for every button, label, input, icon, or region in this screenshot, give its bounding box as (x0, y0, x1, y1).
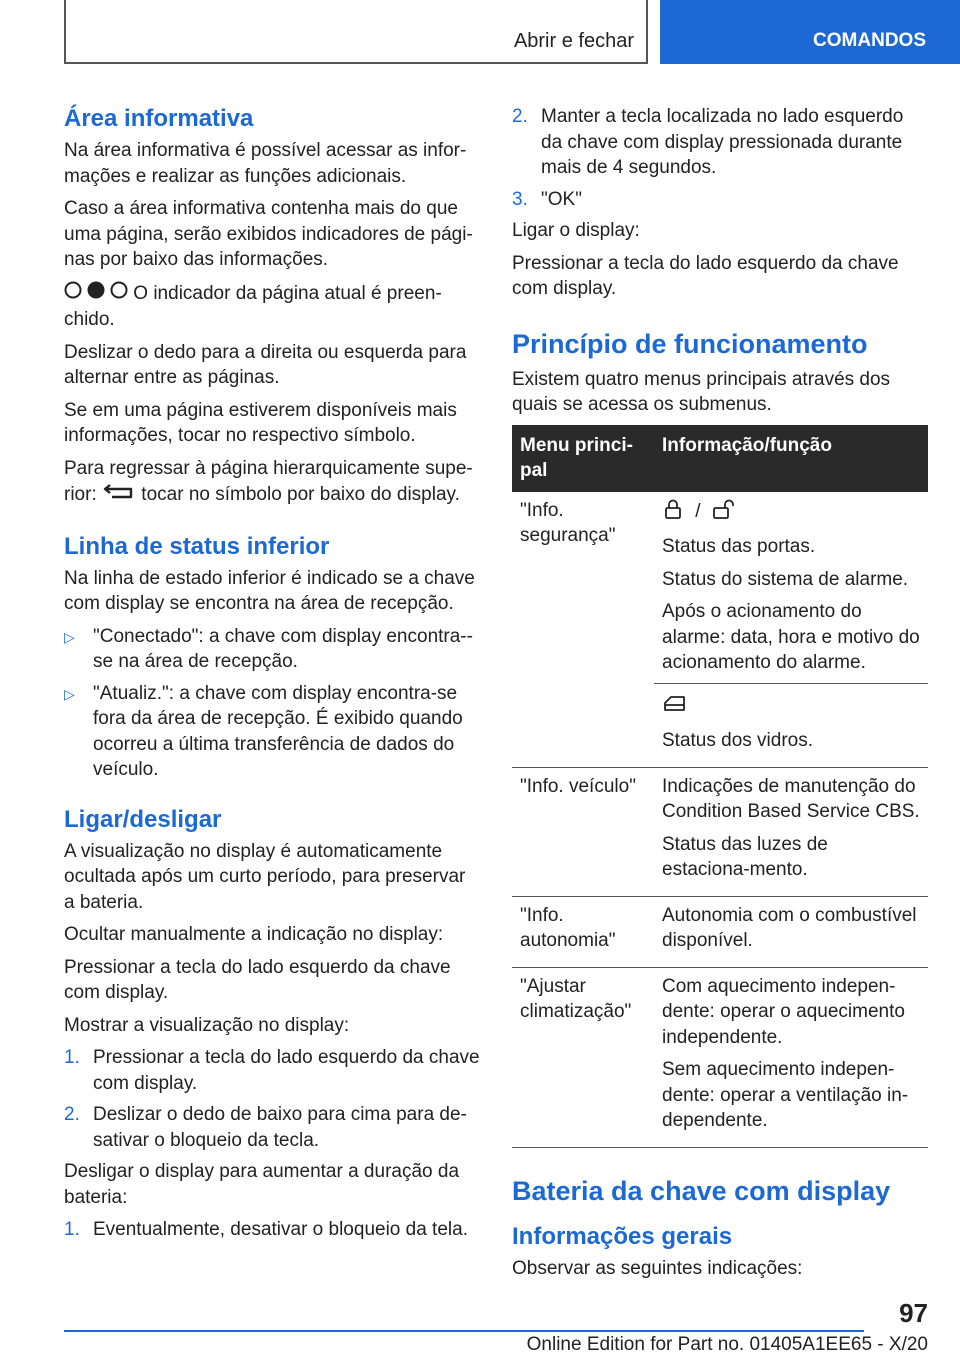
paragraph: Observar as seguintes indicações: (512, 1257, 803, 1279)
numbered-item: 3. "OK" (512, 187, 928, 213)
footer-divider (64, 1330, 864, 1332)
table-cell-info: Com aquecimento indepen-dente: operar o aquecimento independente. Sem aquecimento indepen-dente: operar a ventilação in-dependente. (654, 967, 928, 1147)
table-cell-info: Autonomia com o combustível disponível. (654, 896, 928, 967)
menu-table (512, 425, 928, 1148)
paragraph: Existem quatro menus principais através dos quais se acessa os submenus. (512, 368, 891, 415)
paragraph-text: O indicador da página atual é preen-chido. (64, 282, 442, 330)
bullet-triangle-icon: ▷ (64, 628, 75, 645)
car-window-icon (662, 692, 688, 722)
paragraph: Desligar o display para aumentar a duração da bateria: (64, 1161, 460, 1208)
table-cell-info: / Status das portas. Status do sistema de alarme. Após o acionamento do alarme: data, hora e motivo do acionamento do alarme. Status dos vidros. (654, 492, 928, 768)
numbered-item: 2. Deslizar o dedo de baixo para cima para de-sativar o bloqueio da tecla. (64, 1102, 480, 1153)
numbered-item: 2. Manter a tecla localizada no lado esquerdo da chave com display pressionada durante mais de 4 segundos. (512, 104, 928, 181)
paragraph: Caso a área informativa contenha mais do que uma página, serão exibidos indicadores de pági-nas por baixo das informações. (64, 198, 473, 270)
heading-principio: Princípio de funcionamento (512, 328, 868, 359)
paragraph: Para regressar à página hierarquicamente supe-rior: tocar no símbolo por baixo do display. (64, 456, 480, 509)
table-row (512, 767, 928, 896)
heading-bateria: Bateria da chave com display (512, 1175, 891, 1206)
table-cell-menu: "Info. veículo" (512, 767, 654, 896)
paragraph: Na linha de estado inferior é indicado se a chave com display se encontra na área de recepção. (64, 567, 475, 614)
item-number: 1. (64, 1047, 80, 1068)
paragraph: Ocultar manualmente a indicação no display: (64, 924, 444, 945)
paragraph (64, 280, 480, 333)
heading-area-informativa: Área informativa (64, 105, 254, 132)
header-chapter-tab (660, 0, 960, 64)
table-cell-info: Indicações de manutenção do Condition Based Service CBS. Status das luzes de estaciona-mento. (654, 767, 928, 896)
table-cell-menu: "Info. segurança" (512, 492, 654, 768)
lock-open-icon (712, 498, 738, 528)
item-number: 1. (64, 1219, 80, 1240)
table-row (512, 492, 928, 768)
item-number: 3. (512, 188, 528, 210)
table-header-row (512, 425, 928, 492)
paragraph: Ligar o display: (512, 220, 640, 241)
heading-ligar-desligar: Ligar/desligar (64, 805, 222, 833)
footer-edition: Online Edition for Part no. 01405A1EE65 - X/20 (526, 1334, 928, 1355)
paragraph: A visualização no display é automaticamente ocultada após um curto período, para preservar a bateria. (64, 840, 466, 913)
header-section-title: Abrir e fechar (513, 30, 634, 52)
table-row (512, 896, 928, 967)
table-cell-menu: "Ajustar climatização" (512, 967, 654, 1147)
paragraph: Deslizar o dedo para a direita ou esquerda para alternar entre as páginas. (64, 341, 467, 388)
heading-linha-status: Linha de status inferior (64, 532, 330, 560)
page-indicator-dots-icon (64, 280, 128, 308)
bullet-triangle-icon: ▷ (64, 685, 75, 702)
header-section-box (64, 0, 648, 64)
bullet-item: ▷ "Conectado": a chave com display encontra--se na área de recepção. (64, 624, 480, 675)
table-header-cell: Informação/função (654, 425, 928, 492)
page-number: 97 (899, 1298, 928, 1328)
paragraph: Pressionar a tecla do lado esquerdo da chave com display. (64, 956, 451, 1003)
left-column (64, 98, 480, 1249)
right-column (512, 98, 928, 1288)
heading-informacoes-gerais: Informações gerais (512, 1222, 733, 1250)
table-cell-menu: "Info. autonomia" (512, 896, 654, 967)
header-chapter-title: COMANDOS (813, 30, 926, 51)
paragraph: Pressionar a tecla do lado esquerdo da chave com display. (512, 252, 899, 299)
numbered-item: 1. Eventualmente, desativar o bloqueio da tela. (64, 1217, 480, 1243)
lock-closed-icon (662, 498, 684, 528)
table-row (512, 967, 928, 1147)
paragraph: Na área informativa é possível acessar as infor-mações e realizar as funções adicionais. (64, 140, 467, 187)
paragraph: Mostrar a visualização no display: (64, 1014, 350, 1036)
paragraph: Se em uma página estiverem disponíveis mais informações, tocar no respectivo símbolo. (64, 399, 457, 446)
bullet-item: ▷ "Atualiz.": a chave com display encontra-se fora da área de recepção. É exibido quando ocorreu a última transferência de dados do veículo. (64, 681, 480, 783)
back-arrow-icon (102, 481, 136, 509)
item-number: 2. (64, 1104, 80, 1125)
numbered-item: 1. Pressionar a tecla do lado esquerdo da chave com display. (64, 1045, 480, 1096)
table-header-cell: Menu princi-pal (512, 425, 654, 492)
item-number: 2. (512, 106, 528, 127)
